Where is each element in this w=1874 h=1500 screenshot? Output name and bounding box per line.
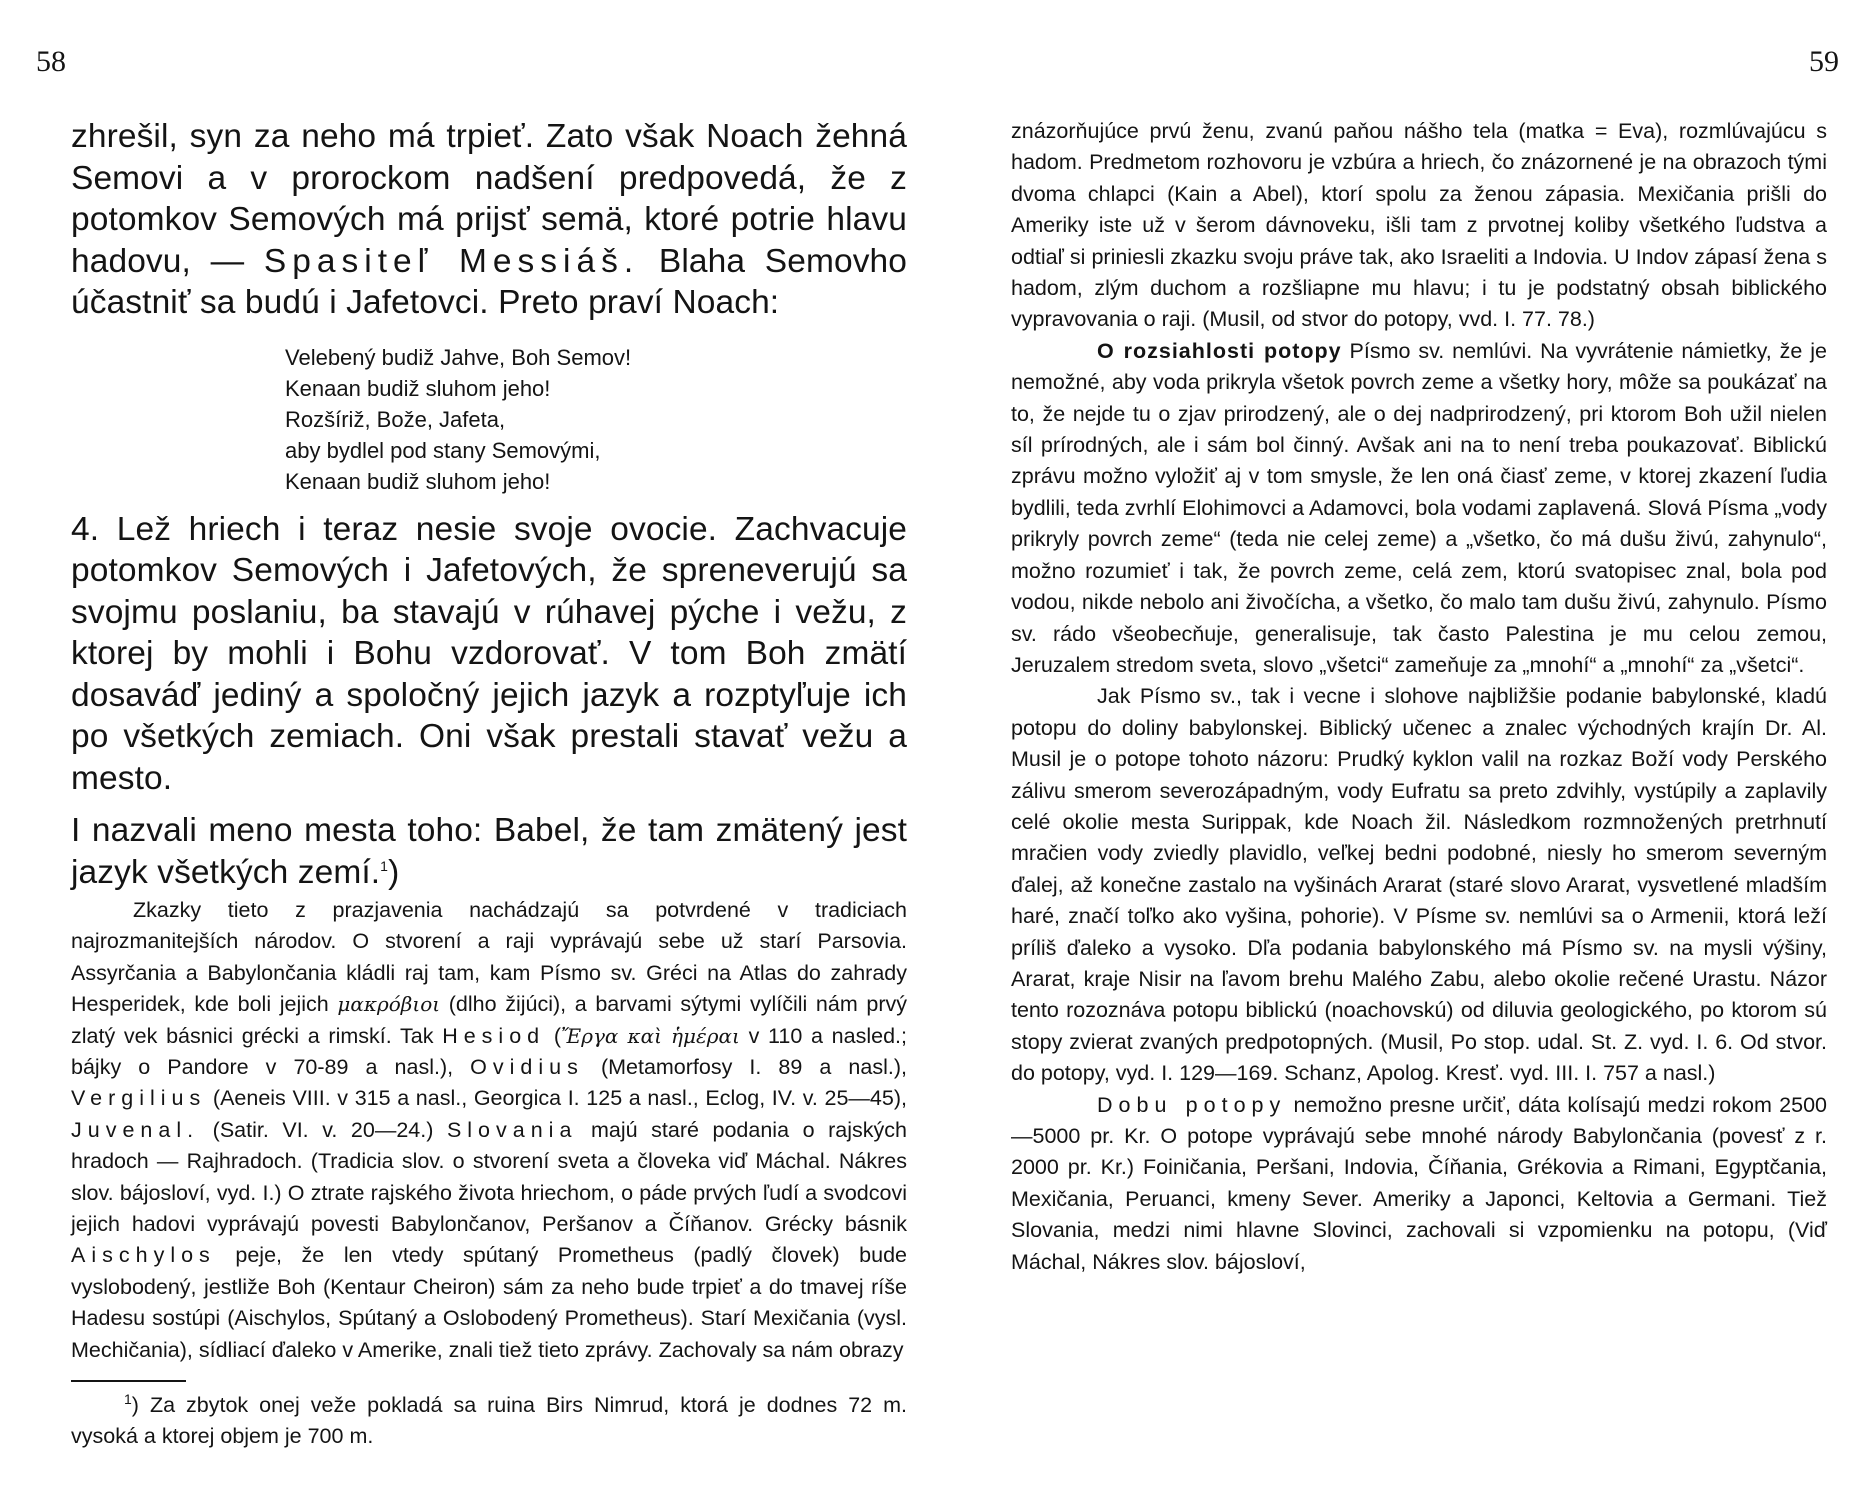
paragraph-text: zhrešil, syn za neho má trpieť. Zato však Noach žehná Semovi a v prorockom nadšení predpovedá, že z potomkov Semových má prijsť semä, ktoré potrie hlavu hadovu, — [71, 118, 907, 280]
spaced-term: Slovania [446, 1117, 578, 1142]
spaced-term: Dobu potopy [1097, 1092, 1287, 1117]
paragraph-text: (Aeneis VIII. v 315 a nasl., Georgica I. 125 a nasl., Eclog, IV. v. 25—45), [212, 1086, 907, 1111]
paragraph-flood-extent [1011, 336, 1827, 681]
quote-babel [71, 810, 907, 893]
greek-term: μακρόβιοι [337, 992, 441, 1017]
footnote-mark: 1 [124, 1390, 132, 1407]
footnote-text: ) Za zbytok onej veže pokladá sa ruina Birs Nimrud, ktorá je dodnes 72 m. vysoká a ktorej objem je 700 m. [71, 1393, 907, 1449]
poem-block [285, 342, 907, 497]
paragraph-text: (Metamorfosy I. 89 a nasl.), [600, 1055, 907, 1080]
paragraph-text: Písmo sv. nemlúvi. Na vyvrátenie námietky, že je nemožné, aby voda prikryla všetok povrch zeme a všetky hory, môže sa poukázať na to, že nejde tu o zjav prirodzený, ale o dej nadprirodzený, pri ktorom Boh užil nielen síl prírodných, ale i sám bol činný. Avšak ani na to není treba poukazovať. Biblickú zprávu možno vyložiť aj v tom smysle, že len oná čiasť zeme, v ktorej zkazení ľudia bydlili, teda zvrhlí Elohimovci a Adamovci, bola vodami zaplavená. Slová Písma „vody prikryly povrch zeme“ (teda nie celej zeme) a „všetko, čo má dušu živú, zahynulo“, možno rozumieť i tak, že povrch zeme, celá zem, ktorú svatopisec znal, bola pod vodou, nikde nebolo ani živočícha, a všetko, čo malo tam dušu živú, zahynulo. Písmo sv. rádo všeobecňuje, generalisuje, tak často Palestina je mu celou zemou, Jeruzalem stredom sveta, slovo „všetci“ zameňuje za „mnohí“ a „mnohí“ za „všetci“. [1011, 338, 1827, 677]
section-heading: O rozsiahlosti potopy [1097, 338, 1342, 363]
right-page [937, 0, 1874, 1500]
paragraph-text: peje, že len vtedy spútaný Prometheus (padlý človek) bude vyslobodený, jestliže Boh (Kentaur Cheiron) sám za neho bude trpieť a do tmavej ríše Hadesu sostúpi (Aischylos, Spútaný a Oslobodený Prometheus). Starí Mexičania (vysl. Mechičania), sídliací ďaleko v Amerike, znali tiež tieto zprávy. Zachovaly sa nám obrazy [71, 1243, 907, 1362]
paragraph-flood-date [1011, 1090, 1827, 1278]
poem-line: Rozšíriž, Bože, Jafeta, [285, 406, 506, 432]
page-number-left: 58 [36, 45, 66, 78]
spaced-term: Ovidius [470, 1055, 584, 1080]
footnote-divider [71, 1380, 186, 1382]
paragraph-text: Blaha Semovho účastniť sa budú i Jafetovci. Preto praví Noach: [71, 242, 908, 321]
quote-text: I nazvali meno mesta toho: Babel, že tam zmätený jest jazyk všetkých zemí. [71, 812, 907, 891]
paragraph-text: (Satir. VI. v. 20—24.) [212, 1117, 434, 1142]
paragraph-text: ( [553, 1023, 562, 1048]
footnote [71, 1390, 907, 1452]
paragraph-text: Zkazky tieto z prazjavenia nachádzajú sa potvrdené v tradiciach najrozmanitejších národov. O stvorení a raji vyprávajú sebe už starí Parsovia. Assyrčania a Babylončania kládli raj tam, kam Písmo sv. Gréci na Atlas do zahrady Hesperidek, kde boli jejich [71, 898, 907, 1017]
paragraph-text: v 110 a nasled.; bájky o Pandore v 70-89 a nasl.), [71, 1023, 907, 1080]
poem-line: Kenaan budiž sluhom jeho! [285, 468, 551, 494]
paragraph-text: nemožno presne určiť, dáta kolísajú medzi rokom 2500—5000 pr. Kr. O potope vyprávajú sebe mnohé národy Babylončania (povesť z r. 2000 pr. Kr.) Foiničania, Peršani, Indovia, Číňania, Grékovia a Rimani, Egyptčania, Mexičania, Peruanci, kmeny Sever. Ameriky a Japonci, Keltovia a Germani. Tiež Slovania, medzi nimi hlavne Slovinci, zachovali si vzpomienku na potopu, (Viď Máchal, Nákres slov. bájosloví, [1011, 1092, 1827, 1274]
paragraph-babylonian-account: Jak Písmo sv., tak i vecne i slohove najbližšie podanie babylonské, kladú potopu do doliny babylonskej. Biblický učenec a znalec východných krajín Dr. Al. Musil je o potope tohoto názoru: Prudký kyklon valil na rozkaz Boží vody Perského zálivu smerom severozápadným, vody Eufratu sa preto zdvihly, vystúpily a zaplavily celé okolie mesta Surippak, kde Noach žil. Následkom rozmnožených pretrhnutí mračien vody zviedly plavidlo, veľkej bedni podobné, niesly ho smerom severným ďalej, až konečne zastalo na vyšinách Ararat (staré slovo Ararat, vysvetlené mladším haré, značí toľko ako vyšina, pohorie). V Písme sv. nemlúvi sa o Armenii, ktorá leží príliš ďaleko a vysoko. Dľa podania babylonského má Písmo sv. na mysli výšiny, Ararat, kraje Nisir na ľavom brehu Malého Zabu, alebo okolie rečené Urastu. Názor tento rozoznáva potopu biblickú (noachovskú) od diluvia geologického, po ktorom sú stopy zvierat zvaných predpotopných. (Musil, Po stop. udal. St. Z. vyd. I. 6. Od stvor. do potopy, vyd. I. 129—169. Schanz, Apolog. Kresť. vyd. III. I. 757 a nasl.) [1011, 684, 1827, 1086]
poem-line: Kenaan budiž sluhom jeho! [285, 375, 551, 401]
spaced-term: Juvenal. [71, 1117, 200, 1142]
left-text-column [71, 116, 907, 1452]
paragraph-mexican-images: znázorňujúce prvú ženu, zvanú paňou nášho tela (matka = Eva), rozmlúvajúcu s hadom. Predmetom rozhovoru je vzbúra a hriech, čo znázornené je na obrazoch tými dvoma chlapci (Kain a Abel), ktorí spolu za ženou zápasia. Mexičania prišli do Ameriky iste už v šerom dávnoveku, išli tam z prvotnej koliby všetkého ľudstva a odtiaľ si priniesli zkazku svoju práve tak, ako Israeliti a Indovia. U Indov zápasí žena s hadom, zlým duchom a rozšliapne mu hlavu; i tu je podstatný obsah biblického vypravovania o raji. (Musil, od stvor do potopy, vvd. I. 77. 78.) [1011, 119, 1827, 332]
greek-term: Ἔργα καὶ ἡμέραι [561, 1023, 740, 1048]
poem-line: aby bydlel pod stany Semovými, [285, 437, 601, 463]
spaced-term: Vergilius [71, 1086, 207, 1111]
paragraph-text: majú staré podania o rajských hradoch — Rajhradoch. (Tradicia slov. o stvorení sveta a človeka viď Máchal. Nákres slov. bájosloví, vyd. I.) O ztrate rajského života hriechom, o páde prvých ľudí a svodcovi jejich hadovi vyprávajú povesti Babylončanov, Peršanov a Číňanov. Grécky básnik [71, 1117, 907, 1237]
spaced-term: Aischylos [71, 1243, 216, 1268]
quote-close: ) [388, 853, 400, 891]
page-number-right: 59 [1809, 45, 1839, 78]
paragraph-tradition [71, 895, 907, 1366]
poem-line: Velebený budiž Jahve, Boh Semov! [285, 344, 632, 370]
paragraph-noach-blessing [71, 116, 907, 324]
footnote-reference: 1 [380, 857, 389, 874]
spaced-term: Hesiod [442, 1023, 546, 1048]
spaced-term: Spasiteľ Messiáš. [263, 242, 640, 280]
paragraph-babel-tower: 4. Lež hriech i teraz nesie svoje ovocie. Zachvacuje potomkov Semových i Jafetových, že spreneverujú sa svojmu poslaniu, ba stavajú v rúhavej pýche i vežu, z ktorej by mohli i Bohu vzdorovať. V tom Boh zmätí dosaváď jediný a spoločný jejich jazyk a rozptyľuje ich po všetkých zemiach. Oni však prestali stavať vežu a mesto. [71, 510, 907, 797]
right-text-column [1011, 116, 1827, 1278]
paragraph-text: (dlho žijúci), a barvami sýtymi vylíčili nám prvý zlatý vek básnici grécki a rimskí. Tak [71, 992, 907, 1048]
